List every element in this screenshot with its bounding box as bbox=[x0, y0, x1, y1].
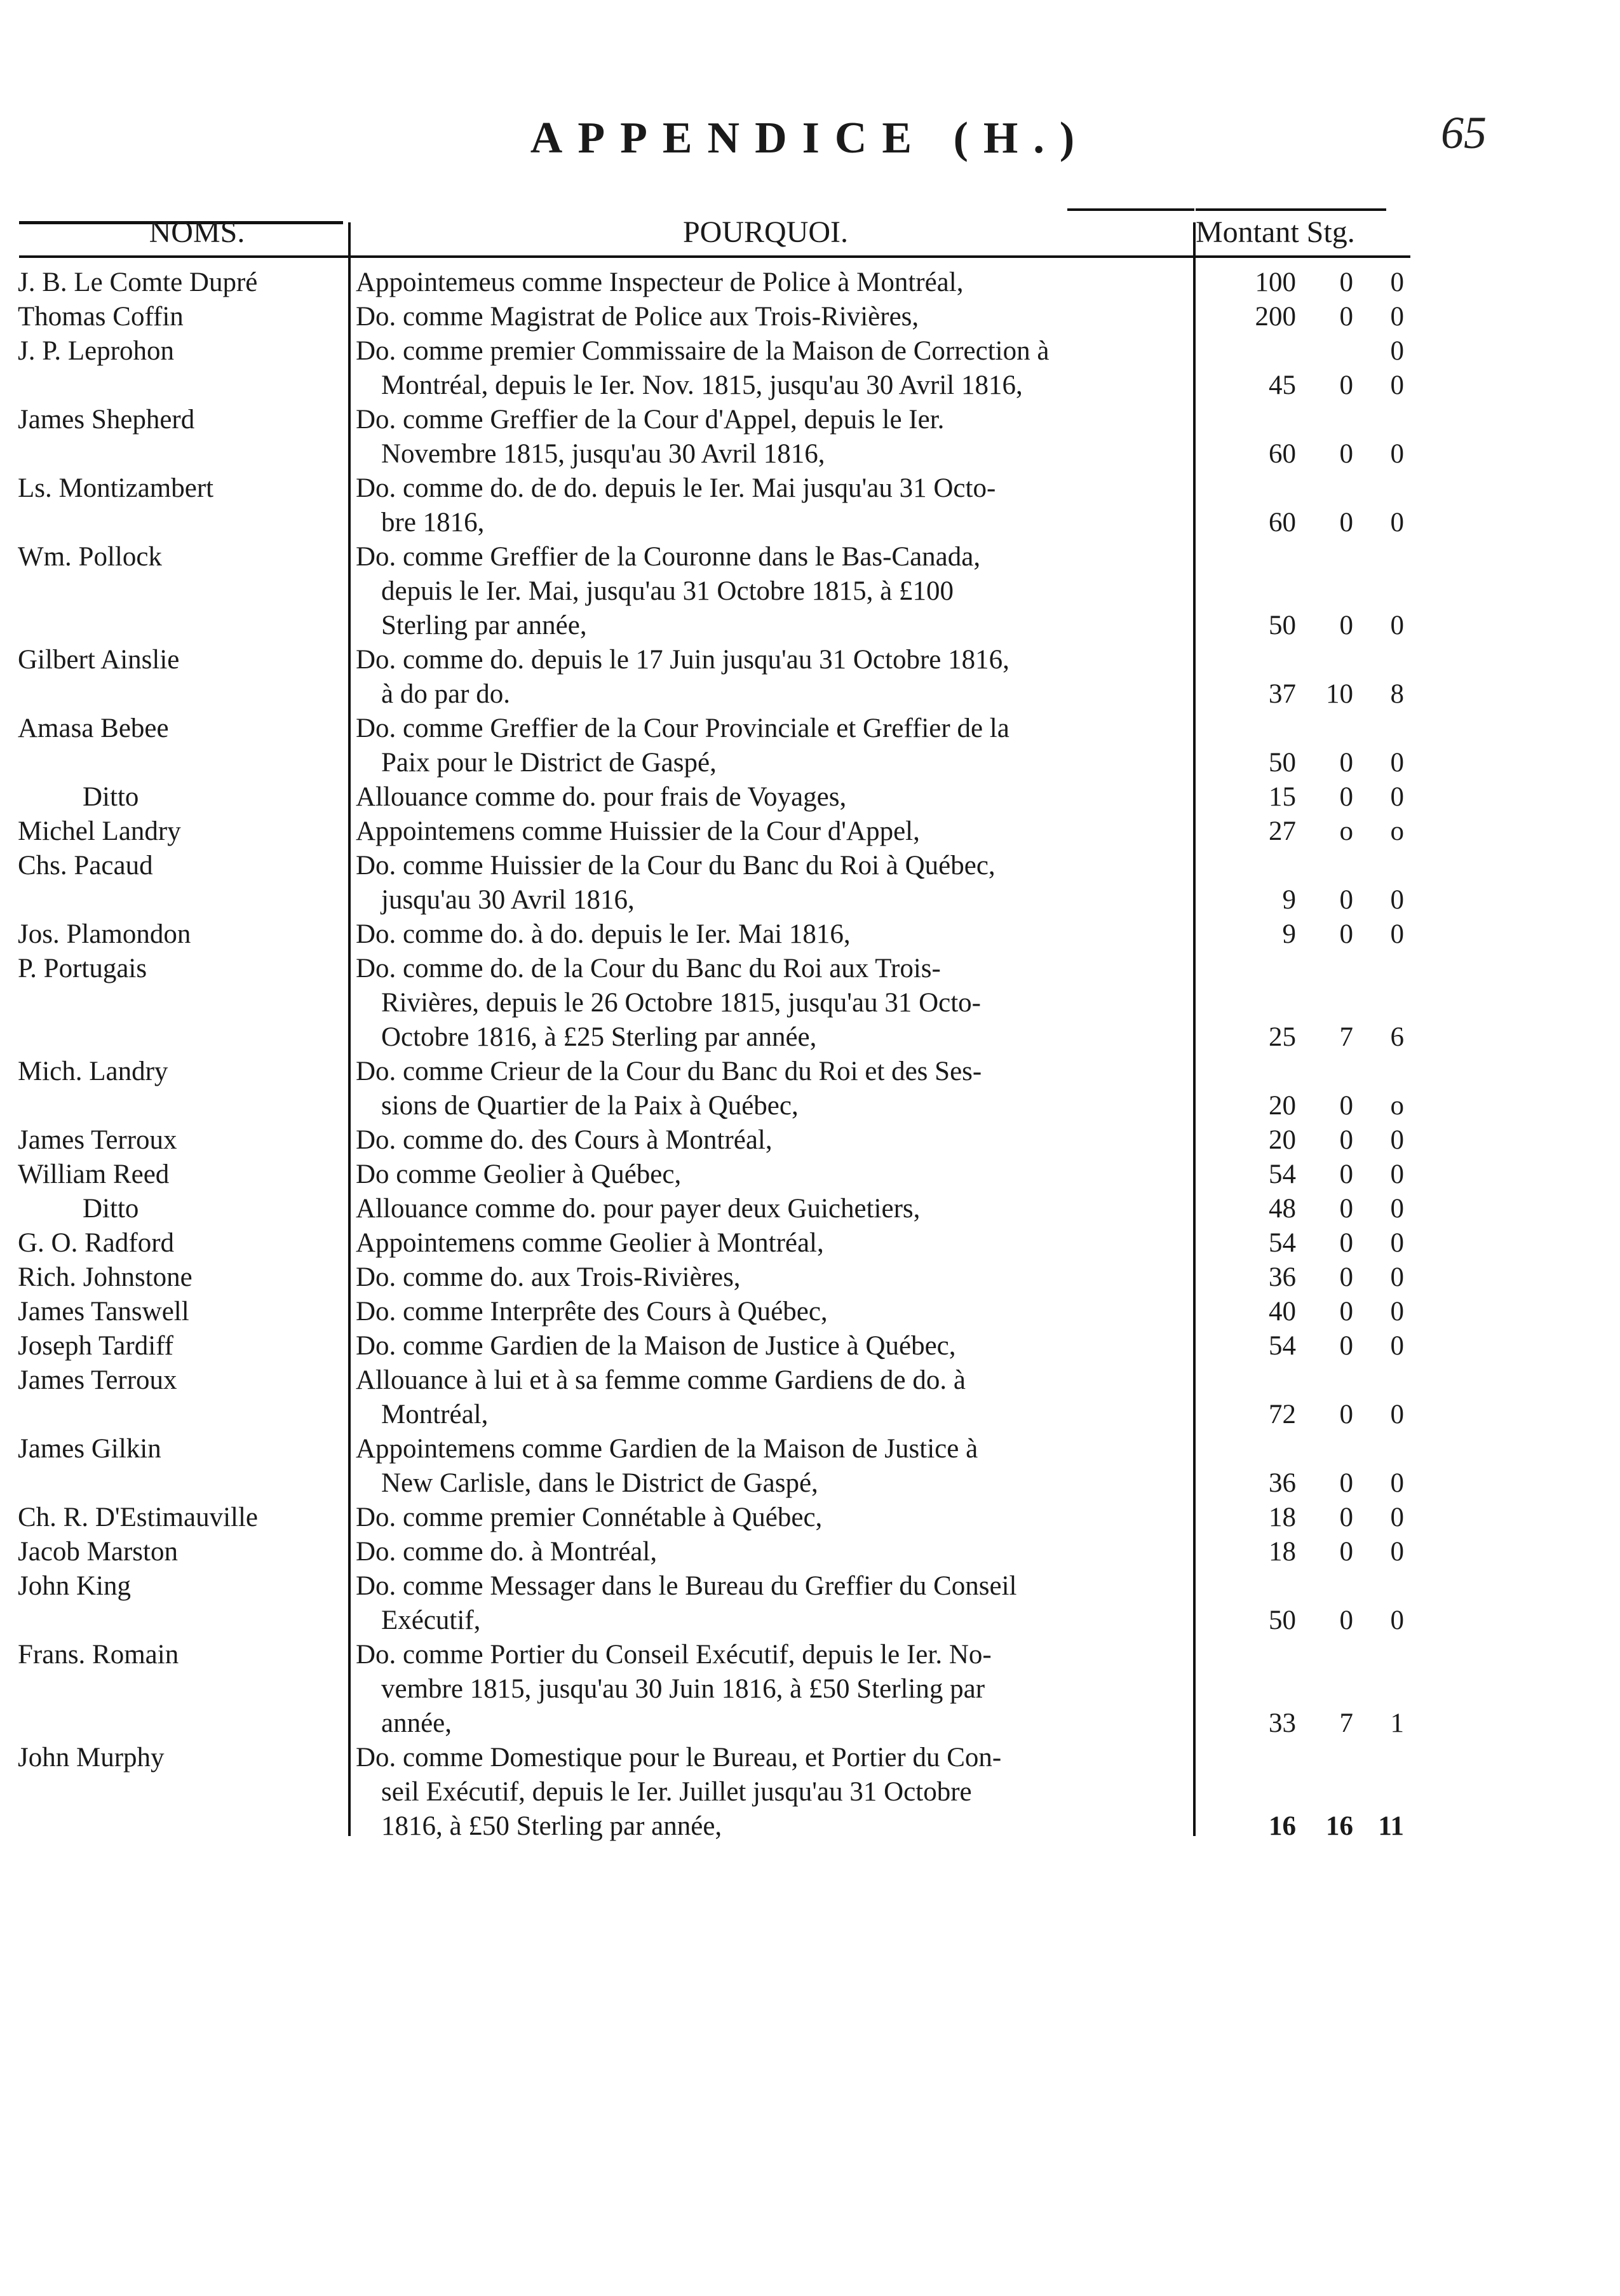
amount-shillings: 7 bbox=[1339, 1022, 1353, 1052]
row-purpose bbox=[356, 849, 1185, 917]
amount-pounds: 72 bbox=[1269, 1400, 1296, 1429]
amount-pence: 0 bbox=[1390, 1537, 1404, 1567]
row-purpose bbox=[356, 1295, 1185, 1329]
amount-shillings: 0 bbox=[1339, 1537, 1353, 1567]
amount-pounds: 50 bbox=[1269, 1605, 1296, 1635]
amount-pence: 0 bbox=[1390, 267, 1404, 297]
purpose-line: vembre 1815, jusqu'au 30 Juin 1816, à £50 Sterling par bbox=[381, 1674, 985, 1704]
purpose-line: Do. comme do. depuis le 17 Juin jusqu'au 31 Octobre 1816, bbox=[356, 645, 1009, 675]
amount-shillings: 0 bbox=[1339, 370, 1353, 400]
row-name: John King bbox=[18, 1571, 131, 1601]
row-name: James Terroux bbox=[18, 1125, 177, 1155]
amount-pence: 0 bbox=[1390, 611, 1404, 640]
amount-pounds: 54 bbox=[1269, 1228, 1296, 1258]
amount-pounds: 36 bbox=[1269, 1468, 1296, 1498]
purpose-line: Sterling par année, bbox=[381, 611, 587, 640]
amount-pence: 0 bbox=[1390, 1331, 1404, 1361]
purpose-line: année, bbox=[381, 1708, 452, 1738]
purpose-line: Novembre 1815, jusqu'au 30 Avril 1816, bbox=[381, 439, 825, 469]
amount-shillings: 0 bbox=[1339, 1468, 1353, 1498]
row-name: Frans. Romain bbox=[18, 1640, 179, 1670]
amount-pounds: 27 bbox=[1269, 816, 1296, 846]
amount-shillings: 0 bbox=[1339, 1091, 1353, 1121]
amount-pence: 0 bbox=[1390, 919, 1404, 949]
purpose-line: seil Exécutif, depuis le Ier. Juillet jusqu'au 31 Octobre bbox=[381, 1777, 972, 1807]
amount-pence: 0 bbox=[1390, 1400, 1404, 1429]
amount-pounds: 54 bbox=[1269, 1331, 1296, 1361]
row-purpose bbox=[356, 917, 1185, 952]
purpose-line: Do. comme do. de do. depuis le Ier. Mai jusqu'au 31 Octo- bbox=[356, 473, 996, 503]
purpose-line: Do. comme Messager dans le Bureau du Greffier du Conseil bbox=[356, 1571, 1017, 1601]
amount-pence: 0 bbox=[1390, 1605, 1404, 1635]
purpose-line: 1816, à £50 Sterling par année, bbox=[381, 1811, 722, 1841]
row-purpose bbox=[356, 1260, 1185, 1295]
purpose-line: bre 1816, bbox=[381, 508, 485, 537]
row-name: Wm. Pollock bbox=[18, 542, 162, 572]
row-name: James Gilkin bbox=[18, 1434, 161, 1464]
row-purpose bbox=[356, 643, 1185, 712]
amount-pounds: 20 bbox=[1269, 1091, 1296, 1121]
purpose-line: Do. comme do. des Cours à Montréal, bbox=[356, 1125, 773, 1155]
extra-value: 0 bbox=[1390, 336, 1404, 366]
purpose-line: Do. comme Crieur de la Cour du Banc du Roi et des Ses- bbox=[356, 1057, 982, 1086]
amount-pence: 1 bbox=[1390, 1708, 1404, 1738]
amount-shillings: 0 bbox=[1339, 1297, 1353, 1327]
amount-shillings: 10 bbox=[1326, 679, 1353, 709]
purpose-line: Do. comme premier Commissaire de la Maison de Correction à bbox=[356, 336, 1050, 366]
amount-pounds: 18 bbox=[1269, 1537, 1296, 1567]
row-name: Ditto bbox=[83, 782, 139, 812]
row-name: Mich. Landry bbox=[18, 1057, 168, 1086]
purpose-line: Allouance comme do. pour payer deux Guichetiers, bbox=[356, 1194, 921, 1224]
row-purpose bbox=[356, 1741, 1185, 1844]
folio-number: 65 bbox=[1441, 107, 1487, 158]
amount-pence: 11 bbox=[1378, 1811, 1404, 1841]
amount-pounds: 200 bbox=[1255, 302, 1296, 332]
amount-shillings: 0 bbox=[1339, 1331, 1353, 1361]
amount-pounds: 20 bbox=[1269, 1125, 1296, 1155]
amount-shillings: 0 bbox=[1339, 302, 1353, 332]
row-name: J. B. Le Comte Dupré bbox=[18, 267, 258, 297]
amount-pence: 8 bbox=[1390, 679, 1404, 709]
purpose-line: New Carlisle, dans le District de Gaspé, bbox=[381, 1468, 818, 1498]
top-rule-mid bbox=[1067, 208, 1194, 211]
row-name: Jos. Plamondon bbox=[18, 919, 191, 949]
purpose-line: Appointemens comme Huissier de la Cour d'Appel, bbox=[356, 816, 920, 846]
amount-pounds: 48 bbox=[1269, 1194, 1296, 1224]
purpose-line: Do. comme Greffier de la Cour Provinciale et Greffier de la bbox=[356, 713, 1009, 743]
row-name: Thomas Coffin bbox=[18, 302, 184, 332]
row-purpose bbox=[356, 266, 1185, 300]
purpose-line: Do. comme Gardien de la Maison de Justice à Québec, bbox=[356, 1331, 956, 1361]
row-purpose bbox=[356, 712, 1185, 780]
purpose-line: Do. comme do. à Montréal, bbox=[356, 1537, 658, 1567]
row-name: P. Portugais bbox=[18, 954, 147, 983]
row-name: Jacob Marston bbox=[18, 1537, 178, 1567]
amount-pence: 0 bbox=[1390, 782, 1404, 812]
amount-shillings: 0 bbox=[1339, 748, 1353, 778]
row-purpose bbox=[356, 334, 1185, 403]
amount-shillings: 7 bbox=[1339, 1708, 1353, 1738]
amount-pence: 0 bbox=[1390, 439, 1404, 469]
amount-pence: 6 bbox=[1390, 1022, 1404, 1052]
amount-shillings: 0 bbox=[1339, 1159, 1353, 1189]
amount-pence: 0 bbox=[1390, 370, 1404, 400]
amount-shillings: 0 bbox=[1339, 439, 1353, 469]
purpose-line: Do. comme premier Connétable à Québec, bbox=[356, 1503, 823, 1532]
row-purpose bbox=[356, 1432, 1185, 1501]
row-purpose bbox=[356, 1329, 1185, 1363]
amount-shillings: 0 bbox=[1339, 1125, 1353, 1155]
row-name: Ls. Montizambert bbox=[18, 473, 214, 503]
row-name: Chs. Pacaud bbox=[18, 851, 153, 881]
row-purpose bbox=[356, 1158, 1185, 1192]
amount-pence: 0 bbox=[1390, 1468, 1404, 1498]
row-purpose bbox=[356, 300, 1185, 334]
purpose-line: Do. comme Greffier de la Cour d'Appel, depuis le Ier. bbox=[356, 405, 945, 435]
amount-pence: o bbox=[1390, 1091, 1404, 1121]
row-name: William Reed bbox=[18, 1159, 170, 1189]
amount-shillings: 0 bbox=[1339, 611, 1353, 640]
row-purpose bbox=[356, 780, 1185, 814]
amount-pounds: 15 bbox=[1269, 782, 1296, 812]
purpose-line: Do. comme do. à do. depuis le Ier. Mai 1816, bbox=[356, 919, 851, 949]
row-purpose bbox=[356, 1501, 1185, 1535]
amount-pounds: 50 bbox=[1269, 748, 1296, 778]
row-purpose bbox=[356, 1055, 1185, 1123]
amount-pence: 0 bbox=[1390, 302, 1404, 332]
header-montant: Montant Stg. bbox=[1196, 215, 1355, 249]
purpose-line: Allouance comme do. pour frais de Voyages, bbox=[356, 782, 847, 812]
row-name: Amasa Bebee bbox=[18, 713, 169, 743]
row-name: James Shepherd bbox=[18, 405, 195, 435]
top-rule-right bbox=[1196, 208, 1386, 211]
amount-pence: 0 bbox=[1390, 1159, 1404, 1189]
purpose-line: Do. comme Portier du Conseil Exécutif, depuis le Ier. No- bbox=[356, 1640, 992, 1670]
row-purpose bbox=[356, 540, 1185, 643]
amount-pence: 0 bbox=[1390, 1228, 1404, 1258]
amount-shillings: 0 bbox=[1339, 919, 1353, 949]
amount-pounds: 60 bbox=[1269, 439, 1296, 469]
purpose-line: Paix pour le District de Gaspé, bbox=[381, 748, 717, 778]
purpose-line: jusqu'au 30 Avril 1816, bbox=[381, 885, 635, 915]
amount-shillings: 16 bbox=[1326, 1811, 1353, 1841]
purpose-line: Do. comme Domestique pour le Bureau, et Portier du Con- bbox=[356, 1743, 1002, 1773]
row-name: Joseph Tardiff bbox=[18, 1331, 174, 1361]
purpose-line: Exécutif, bbox=[381, 1605, 481, 1635]
row-purpose bbox=[356, 403, 1185, 471]
purpose-line: Montréal, depuis le Ier. Nov. 1815, jusqu'au 30 Avril 1816, bbox=[381, 370, 1023, 400]
purpose-line: Allouance à lui et à sa femme comme Gardiens de do. à bbox=[356, 1365, 966, 1395]
row-purpose bbox=[356, 952, 1185, 1055]
purpose-line: Do comme Geolier à Québec, bbox=[356, 1159, 682, 1189]
purpose-line: sions de Quartier de la Paix à Québec, bbox=[381, 1091, 799, 1121]
amount-pounds: 16 bbox=[1269, 1811, 1296, 1841]
amount-shillings: o bbox=[1339, 816, 1353, 846]
row-name: J. P. Leprohon bbox=[18, 336, 175, 366]
amount-pounds: 100 bbox=[1255, 267, 1296, 297]
amount-shillings: 0 bbox=[1339, 1262, 1353, 1292]
purpose-line: Montréal, bbox=[381, 1400, 489, 1429]
amount-pounds: 9 bbox=[1282, 885, 1296, 915]
amount-shillings: 0 bbox=[1339, 1400, 1353, 1429]
row-name: Ditto bbox=[83, 1194, 139, 1224]
header-noms: NOMS. bbox=[149, 215, 245, 249]
header-rule bbox=[19, 255, 1410, 258]
purpose-line: Do. comme do. aux Trois-Rivières, bbox=[356, 1262, 741, 1292]
purpose-line: Appointemens comme Geolier à Montréal, bbox=[356, 1228, 824, 1258]
purpose-line: à do par do. bbox=[381, 679, 510, 709]
amount-pounds: 50 bbox=[1269, 611, 1296, 640]
purpose-line: Do. comme Magistrat de Police aux Trois-Rivières, bbox=[356, 302, 919, 332]
amount-shillings: 0 bbox=[1339, 885, 1353, 915]
row-name: John Murphy bbox=[18, 1743, 165, 1773]
column-divider-left bbox=[348, 222, 351, 1836]
row-name: Gilbert Ainslie bbox=[18, 645, 180, 675]
row-purpose bbox=[356, 1363, 1185, 1432]
header-pourquoi: POURQUOI. bbox=[682, 215, 848, 249]
amount-pounds: 60 bbox=[1269, 508, 1296, 537]
row-purpose bbox=[356, 1226, 1185, 1260]
amount-pence: 0 bbox=[1390, 748, 1404, 778]
amount-shillings: 0 bbox=[1339, 782, 1353, 812]
purpose-line: depuis le Ier. Mai, jusqu'au 31 Octobre 1815, à £100 bbox=[381, 576, 954, 606]
row-purpose bbox=[356, 814, 1185, 849]
amount-pounds: 9 bbox=[1282, 919, 1296, 949]
amount-pounds: 40 bbox=[1269, 1297, 1296, 1327]
column-divider-right bbox=[1193, 222, 1196, 1836]
row-name: Rich. Johnstone bbox=[18, 1262, 192, 1292]
purpose-line: Rivières, depuis le 26 Octobre 1815, jusqu'au 31 Octo- bbox=[381, 988, 982, 1018]
amount-shillings: 0 bbox=[1339, 1228, 1353, 1258]
amount-pence: 0 bbox=[1390, 1503, 1404, 1532]
row-name: James Tanswell bbox=[18, 1297, 189, 1327]
amount-shillings: 0 bbox=[1339, 1194, 1353, 1224]
row-name: James Terroux bbox=[18, 1365, 177, 1395]
amount-pounds: 36 bbox=[1269, 1262, 1296, 1292]
amount-pounds: 33 bbox=[1269, 1708, 1296, 1738]
row-name: Ch. R. D'Estimauville bbox=[18, 1503, 259, 1532]
amount-pence: 0 bbox=[1390, 508, 1404, 537]
purpose-line: Octobre 1816, à £25 Sterling par année, bbox=[381, 1022, 817, 1052]
amount-pence: o bbox=[1390, 816, 1404, 846]
row-purpose bbox=[356, 1638, 1185, 1741]
amount-pounds: 18 bbox=[1269, 1503, 1296, 1532]
row-name: Michel Landry bbox=[18, 816, 181, 846]
purpose-line: Appointemeus comme Inspecteur de Police à Montréal, bbox=[356, 267, 964, 297]
amount-pounds: 54 bbox=[1269, 1159, 1296, 1189]
amount-pence: 0 bbox=[1390, 885, 1404, 915]
amount-pence: 0 bbox=[1390, 1125, 1404, 1155]
amount-shillings: 0 bbox=[1339, 267, 1353, 297]
amount-pence: 0 bbox=[1390, 1262, 1404, 1292]
row-name: G. O. Radford bbox=[18, 1228, 175, 1258]
amount-shillings: 0 bbox=[1339, 1605, 1353, 1635]
amount-shillings: 0 bbox=[1339, 508, 1353, 537]
purpose-line: Do. comme Interprête des Cours à Québec, bbox=[356, 1297, 828, 1327]
purpose-line: Do. comme Greffier de la Couronne dans le Bas-Canada, bbox=[356, 542, 981, 572]
amount-pounds: 37 bbox=[1269, 679, 1296, 709]
purpose-line: Do. comme Huissier de la Cour du Banc du Roi à Québec, bbox=[356, 851, 996, 881]
amount-pounds: 25 bbox=[1269, 1022, 1296, 1052]
row-purpose bbox=[356, 1535, 1185, 1569]
purpose-line: Appointemens comme Gardien de la Maison de Justice à bbox=[356, 1434, 978, 1464]
row-purpose bbox=[356, 471, 1185, 540]
amount-pence: 0 bbox=[1390, 1297, 1404, 1327]
row-purpose bbox=[356, 1123, 1185, 1158]
row-purpose bbox=[356, 1569, 1185, 1638]
purpose-line: Do. comme do. de la Cour du Banc du Roi aux Trois- bbox=[356, 954, 941, 983]
row-purpose bbox=[356, 1192, 1185, 1226]
amount-pence: 0 bbox=[1390, 1194, 1404, 1224]
amount-pounds: 45 bbox=[1269, 370, 1296, 400]
page-title: APPENDICE (H.) bbox=[530, 114, 1090, 163]
amount-shillings: 0 bbox=[1339, 1503, 1353, 1532]
